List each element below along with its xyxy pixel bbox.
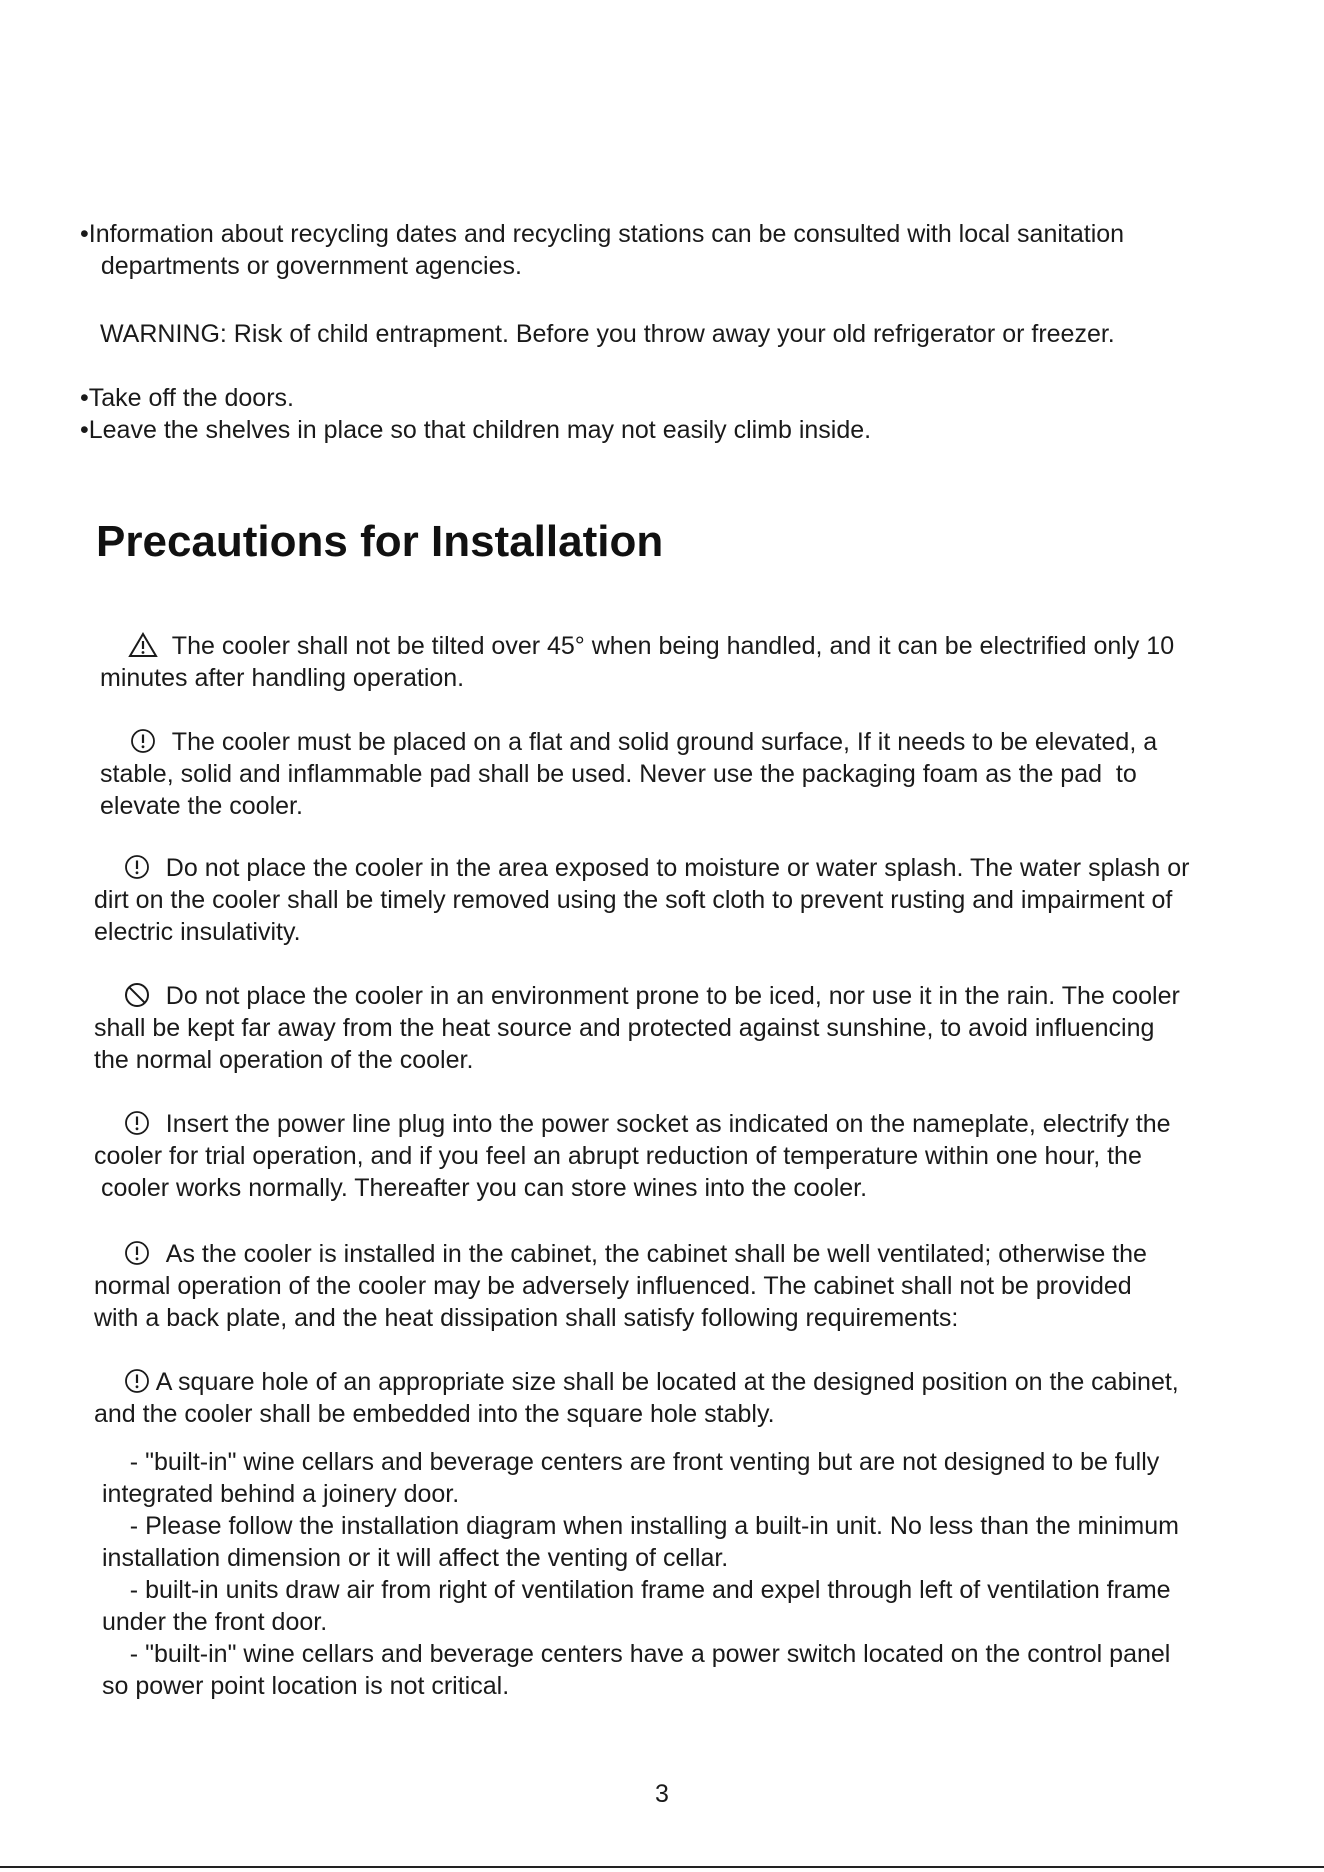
bullet-take-off-doors: •Take off the doors. [80,384,294,412]
warning-triangle-icon [128,632,158,658]
precaution-item [94,1334,1324,1462]
recycling-info: •Information about recycling dates and recycling stations can be consulted with local sanitation departments or government agencies. [80,220,1125,280]
precaution-text: The cooler must be placed on a flat and solid ground surface, If it needs to be elevated, a stable, solid and inflammable pad shall be used. Never use the packaging foam as the pad to elevate the cooler. [100,728,1158,820]
warning-text: WARNING: Risk of child entrapment. Before you throw away your old refrigerator or freezer. [100,320,1115,348]
bullet-leave-shelves: •Leave the shelves in place so that children may not easily climb inside. [80,416,872,444]
exclamation-circle-icon [122,1368,152,1394]
precaution-text: As the cooler is installed in the cabinet, the cabinet shall be well ventilated; otherwise the normal operation of the cooler may be adversely influenced. The cabinet shall not be provided with a back plate, and the heat dissipation shall satisfy following requirements: [94,1240,1147,1332]
exclamation-circle-icon [122,854,152,880]
exclamation-circle-icon [122,1110,152,1136]
prohibition-icon [122,982,152,1008]
bottom-rule [0,1866,1324,1868]
page-number: 3 [655,1780,669,1808]
precaution-text: Insert the power line plug into the power socket as indicated on the nameplate, electrify the cooler for trial operation, and if you feel an abrupt reduction of temperature within one hour, the cooler works normally. Thereafter you can store wines into the cooler. [94,1110,1171,1202]
section-title: Precautions for Installation [96,517,664,566]
exclamation-circle-icon [128,728,158,754]
precaution-text: Do not place the cooler in an environment prone to be iced, nor use it in the rain. The cooler shall be kept far away from the heat source and protected against sunshine, to avoid influencing the normal operation of the cooler. [94,982,1180,1074]
precaution-text: The cooler shall not be tilted over 45° when being handled, and it can be electrified only 10 minutes after handling operation. [100,632,1175,692]
exclamation-circle-icon [122,1240,152,1266]
precaution-text: A square hole of an appropriate size shall be located at the designed position on the cabinet, and the cooler shall be embedded into the square hole stably. [94,1368,1179,1428]
built-in-notes: - "built-in" wine cellars and beverage centers are front venting but are not designed to be fully integrated behind a joinery door. - Please follow the installation diagram when installing a built-in unit. No less than the minimum installation dimension or it will affect the venting of cellar. - built-in units draw air from right of ventilation frame and expel through left of ventilation frame under the front door. - "built-in" wine cellars and beverage centers have a power switch located on the control panel so power point location is not critical. [102,1448,1179,1700]
precaution-text: Do not place the cooler in the area exposed to moisture or water splash. The water splash or dirt on the cooler shall be timely removed using the soft cloth to prevent rusting and impairment of electric insulativity. [94,854,1190,946]
